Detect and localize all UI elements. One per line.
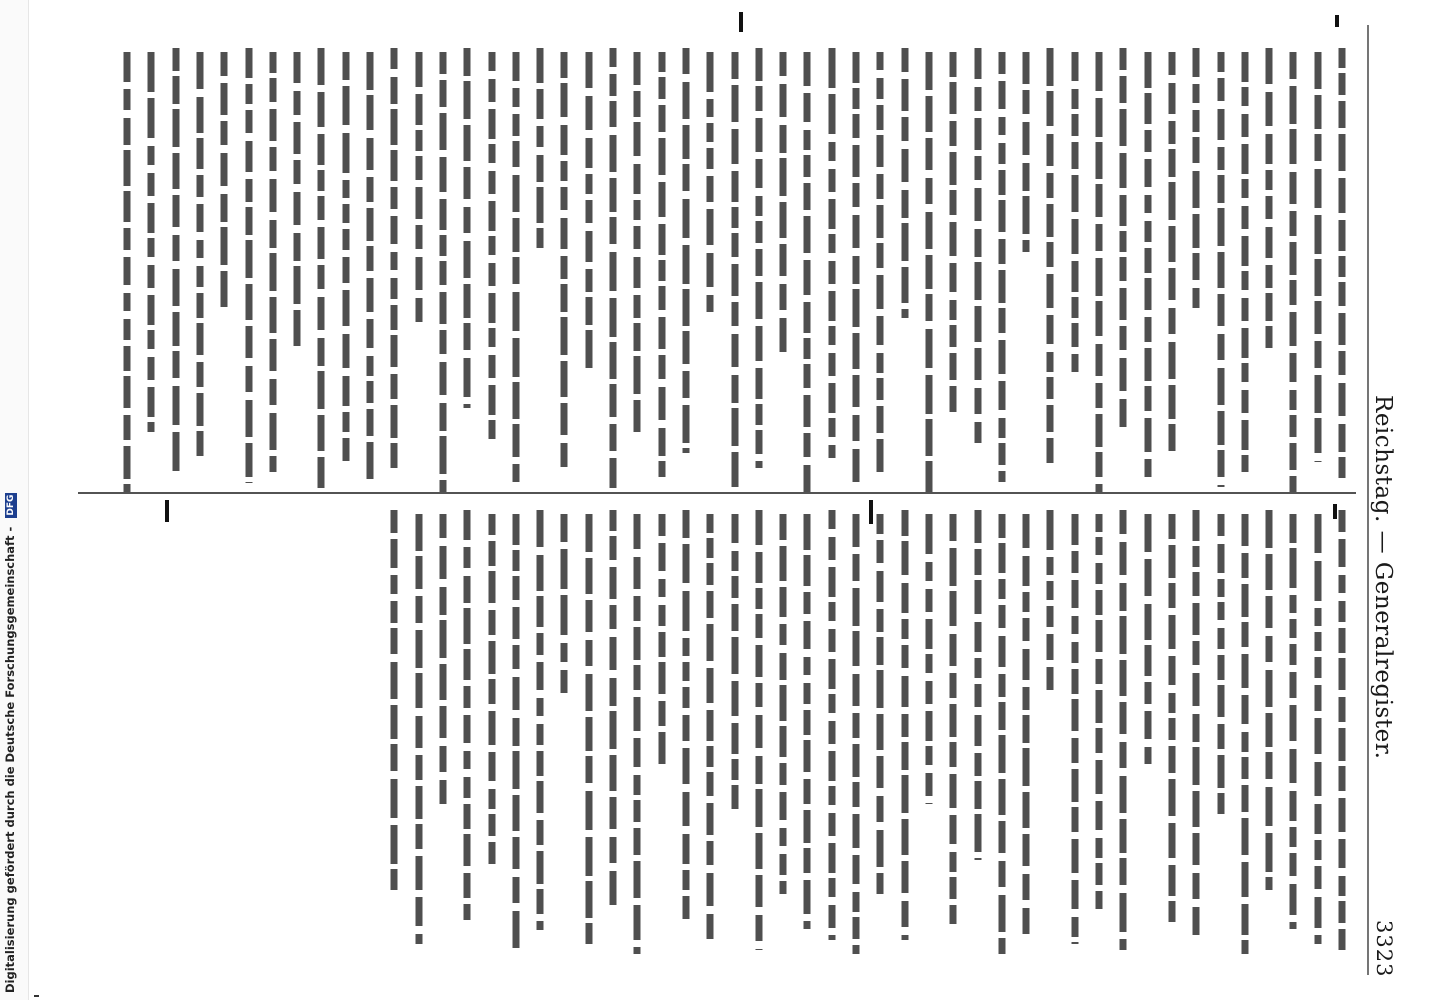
left-column-text [127, 48, 1342, 492]
credit-text: Digitalisierung gefördert durch die Deutsche Forschungsgemeinschaft - [3, 526, 17, 993]
margin-markers [165, 12, 1339, 524]
section-marker [869, 500, 873, 524]
digitization-credit [3, 493, 17, 993]
dfg-logo-icon: DFG [6, 494, 16, 516]
right-column-text [394, 510, 1342, 954]
running-header-title: Reichstag. — Generalregister. [1370, 395, 1396, 760]
section-marker [1333, 504, 1337, 519]
section-marker [739, 12, 743, 32]
section-marker [1335, 15, 1339, 27]
page-number: 3323 [1372, 920, 1396, 978]
section-marker [165, 500, 169, 522]
scan-speck [34, 995, 39, 997]
